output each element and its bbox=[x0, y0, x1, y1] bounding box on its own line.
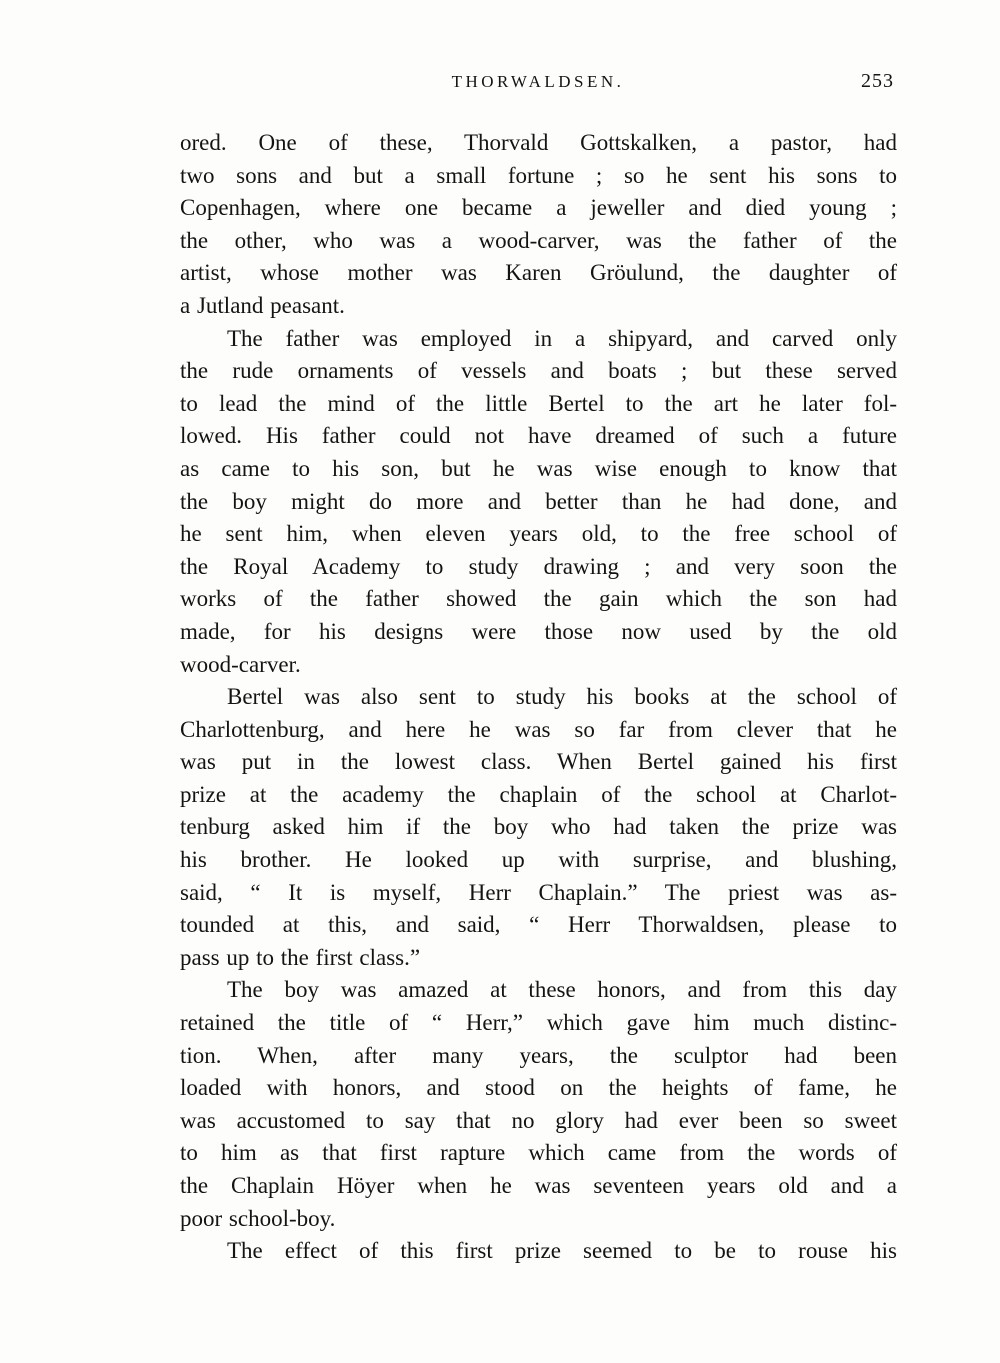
text-line: lowed. His father could not have dreamed of such a future bbox=[180, 423, 897, 449]
text-line: to him as that first rapture which came from the words of bbox=[180, 1140, 897, 1166]
paragraph bbox=[180, 1235, 897, 1268]
text-line: Copenhagen, where one became a jeweller and died young ; bbox=[180, 195, 897, 221]
text-line: The effect of this first prize seemed to be to rouse his bbox=[227, 1238, 897, 1264]
paragraph bbox=[180, 974, 897, 1235]
text-line: tenburg asked him if the boy who had taken the prize was bbox=[180, 814, 897, 840]
text-line: the Chaplain Höyer when he was seventeen years old and a bbox=[180, 1173, 897, 1198]
text-line: retained the title of “ Herr,” which gave him much distinc- bbox=[180, 1010, 897, 1036]
text-line: was put in the lowest class. When Bertel gained his first bbox=[180, 749, 897, 775]
paragraph bbox=[180, 681, 897, 974]
text-line: his brother. He looked up with surprise, and blushing, bbox=[180, 847, 897, 873]
page-number: 253 bbox=[861, 70, 894, 92]
text-line: Charlottenburg, and here he was so far from clever that he bbox=[180, 716, 897, 742]
text-line: prize at the academy the chaplain of the school at Charlot- bbox=[180, 781, 897, 807]
text-line: to lead the mind of the little Bertel to the art he later fol- bbox=[180, 390, 897, 416]
text-line: wood-carver. bbox=[180, 651, 301, 677]
text-line: the other, who was a wood-carver, was the father of the bbox=[180, 227, 897, 253]
text-line: a Jutland peasant. bbox=[180, 292, 345, 318]
text-line: works of the father showed the gain which the son had bbox=[180, 586, 897, 612]
text-line: was accustomed to say that no glory had ever been so sweet bbox=[180, 1107, 897, 1133]
text-line: the boy might do more and better than he had done, and bbox=[180, 488, 897, 514]
text-line: tounded at this, and said, “ Herr Thorwaldsen, please to bbox=[180, 912, 897, 938]
text-line: The boy was amazed at these honors, and from this day bbox=[227, 977, 897, 1003]
text-line: the Royal Academy to study drawing ; and very soon the bbox=[180, 553, 897, 579]
text-line: ored. One of these, Thorvald Gottskalken, a pastor, had bbox=[180, 130, 897, 155]
text-line: he sent him, when eleven years old, to the free school of bbox=[180, 521, 897, 547]
text-line: made, for his designs were those now used by the old bbox=[180, 618, 897, 644]
text-line: Bertel was also sent to study his books at the school of bbox=[227, 684, 897, 710]
text-line: artist, whose mother was Karen Gröulund, the daughter of bbox=[180, 260, 897, 286]
text-line: The father was employed in a shipyard, and carved only bbox=[227, 325, 897, 351]
text-line: pass up to the first class.” bbox=[180, 944, 421, 970]
text-line: poor school-boy. bbox=[180, 1205, 336, 1231]
text-line: as came to his son, but he was wise enough to know that bbox=[180, 455, 897, 481]
running-title: THORWALDSEN. bbox=[451, 72, 625, 91]
text-line: loaded with honors, and stood on the heights of fame, he bbox=[180, 1075, 897, 1101]
page-header bbox=[180, 70, 896, 96]
text-line: the rude ornaments of vessels and boats ; but these served bbox=[180, 358, 897, 384]
paragraph bbox=[180, 127, 897, 323]
text-line: said, “ It is myself, Herr Chaplain.” The priest was as- bbox=[180, 879, 897, 905]
text-line: two sons and but a small fortune ; so he sent his sons to bbox=[180, 162, 897, 188]
text-line: tion. When, after many years, the sculptor had been bbox=[180, 1042, 897, 1068]
page-body bbox=[180, 127, 897, 1268]
paragraph bbox=[180, 323, 897, 682]
